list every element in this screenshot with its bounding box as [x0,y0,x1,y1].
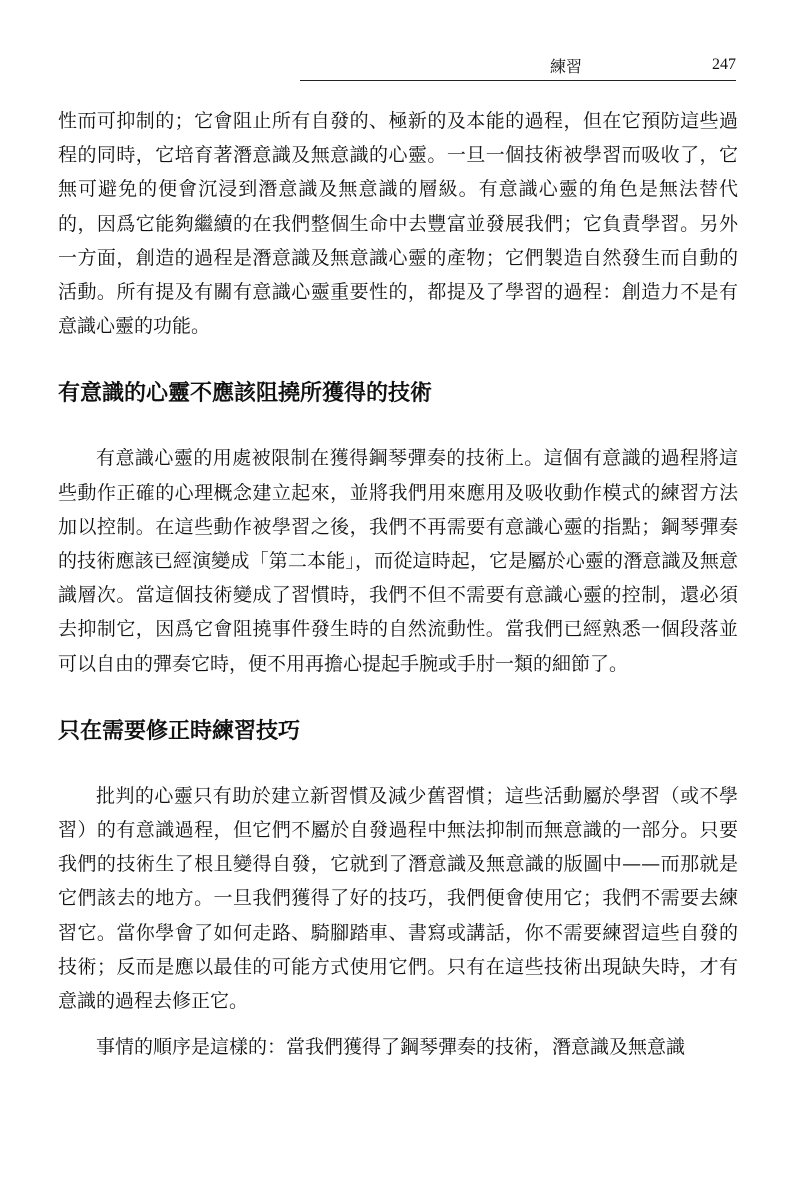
paragraph-4: 事情的順序是這樣的：當我們獲得了鋼琴彈奏的技術，潛意識及無意識 [96,1036,686,1059]
paragraph-1: 性而可抑制的；它會阻止所有自發的、極新的及本能的過程，但在它預防這些過程的同時，它培育著潛意識及無意識的心靈。一旦一個技術被學習而吸收了，它無可避免的便會沉浸到潛意識及無意識的層級。有意識心靈的角色是無法替代的，因爲它能夠繼續的在我們整個生命中去豐富並發展我們；它負責學習。另外一方面，創造的過程是潛意識及無意識心靈的產物；它們製造自然發生而自動的活動。所有提及有關有意識心靈重要性的，都提及了學習的過程：創造力不是有意識心靈的功能。 [58,110,738,338]
header-section-title: 練習 [550,57,583,76]
section-heading-1: 有意識的心靈不應該阻撓所獲得的技術 [58,380,433,407]
running-header [300,50,736,81]
page-body [58,104,738,1064]
paragraph-3: 批判的心靈只有助於建立新習慣及減少舊習慣；這些活動屬於學習（或不學習）的有意識過程，但它們不屬於自發過程中無法抑制而無意識的一部分。只要我們的技術生了根且變得自發，它就到了潛意識及無意識的版圖中——而那就是它們該去的地方。一旦我們獲得了好的技巧，我們便會使用它；我們不需要去練習它。當你學會了如何走路、騎腳踏車、書寫或講話，你不需要練習這些自發的技術；反而是應以最佳的可能方式使用它們。只有在這些技術出現缺失時，才有意識的過程去修正它。 [58,784,738,1013]
section-heading-2: 只在需要修正時練習技巧 [58,717,301,744]
paragraph-2: 有意識心靈的用處被限制在獲得鋼琴彈奏的技術上。這個有意識的過程將這些動作正確的心理概念建立起來，並將我們用來應用及吸收動作模式的練習方法加以控制。在這些動作被學習之後，我們不再需要有意識心靈的指點；鋼琴彈奏的技術應該已經演變成「第二本能」，而從這時起，它是屬於心靈的潛意識及無意識層次。當這個技術變成了習慣時，我們不但不需要有意識心靈的控制，還必須去抑制它，因爲它會阻撓事件發生時的自然流動性。當我們已經熟悉一個段落並可以自由的彈奏它時，便不用再擔心提起手腕或手肘一類的細節了。 [58,447,738,675]
page-number: 247 [712,56,736,73]
